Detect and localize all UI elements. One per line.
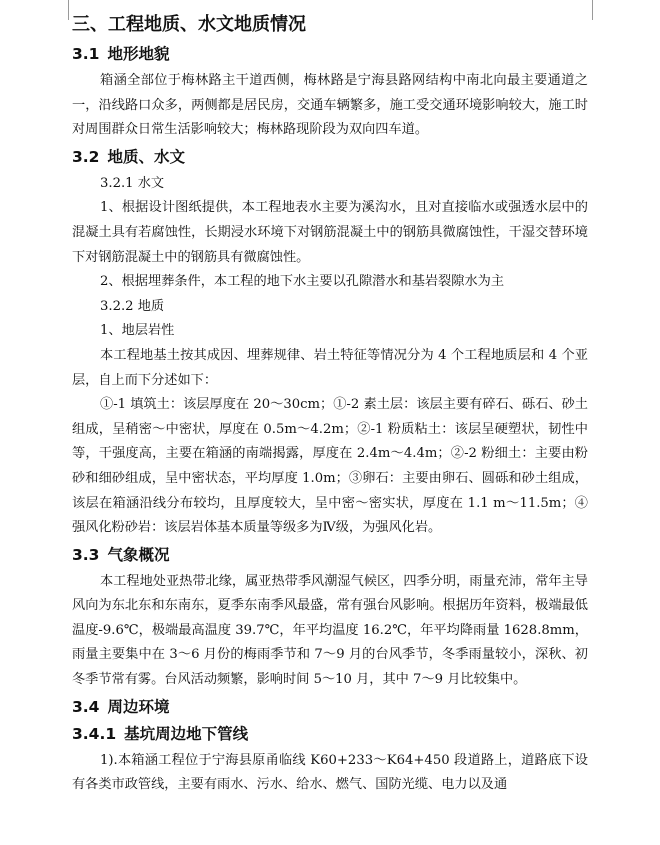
heading-3-4 — [72, 695, 588, 719]
margin-corner-mark-right — [592, 0, 593, 20]
heading-3-3-title: 气象概况 — [107, 545, 170, 564]
heading-3-1-title: 地形地貌 — [107, 45, 170, 63]
hydrology-item-1: 1、根据设计图纸提供，本工程地表水主要为溪沟水，且对直接临水或强透水层中的混凝土具有若腐蚀性，长期浸水环境下对钢筋混凝土中的钢筋具微腐蚀性，干湿交替环境下对钢筋混凝土中的钢筋具有微腐蚀性。 — [72, 200, 588, 265]
heading-3-1 — [72, 42, 588, 66]
document-page — [72, 12, 588, 798]
geology-layers-paragraph: ①-1 填筑土：该层厚度在 20～30cm；①-2 素土层：该层主要有碎石、砾石、砂土组成，呈稍密～中密状，厚度在 0.5m～4.2m；②-1 粉质粘土：该层呈硬塑状，韧性中等，干强度高，主要在箱涵的南端揭露，厚度在 2.4m～4.4m；②-2 粉细土：主要由粉砂和细砂组成，呈中密状态，平均厚度 1.0m；③卵石：主要由卵石、圆砾和砂土组成，该层在箱涵沿线分布较均，且厚度较大，呈中密～密实状，厚度在 1.1 m～11.5m；④强风化粉砂岩：该层岩体基本质量等级多为Ⅳ级，为强风化岩。 — [72, 397, 588, 536]
heading-3-4-number: 3.4 — [72, 697, 100, 716]
heading-3-3-number: 3.3 — [72, 545, 100, 564]
section-number: 三、 — [72, 14, 108, 35]
heading-3-2-number: 3.2 — [72, 147, 100, 166]
climate-paragraph: 本工程地处亚热带北缘，属亚热带季风潮湿气候区，四季分明，雨量充沛，常年主导风向为东北东和东南东，夏季东南季风最盛，常有强台风影响。根据历年资料，极端最低温度-9.6℃，极端最高温度 39.7℃，年平均温度 16.2℃，年平均降雨量 1628.8mm，雨量主要集中在 3～6 月份的梅雨季节和 7～9 月的台风季节，冬季雨量较小，深秋、初冬季节常有雾。台风活动频繁，影响时间 5～10 月，其中 7～9 月比较集中。 — [72, 573, 588, 688]
terrain-paragraph: 箱涵全部位于梅林路主干道西侧，梅林路是宁海县路网结构中南北向最主要通道之一，沿线路口众多，两侧都是居民房，交通车辆繁多，施工受交通环境影响较大，施工时对周围群众日常生活影响较大；梅林路现阶段为双向四车道。 — [72, 73, 588, 138]
section-heading — [72, 12, 588, 38]
pipelines-paragraph: 1).本箱涵工程位于宁海县原甬临线 K60+233～K64+450 段道路上，道路底下设有各类市政管线，主要有雨水、污水、给水、燃气、国防光缆、电力以及通 — [72, 752, 588, 793]
margin-corner-mark-left — [68, 0, 69, 20]
geology-intro-paragraph: 本工程地基土按其成因、埋葬规律、岩土特征等情况分为 4 个工程地质层和 4 个亚层，自上而下分述如下： — [72, 347, 588, 388]
heading-3-4-1-number: 3.4.1 — [72, 724, 117, 743]
heading-3-1-number: 3.1 — [72, 45, 100, 63]
heading-3-2-title: 地质、水文 — [107, 147, 185, 166]
hydrology-subheading: 3.2.1 水文 — [100, 175, 165, 191]
geology-item-title: 1、地层岩性 — [100, 323, 175, 339]
section-title: 工程地质、水文地质情况 — [108, 14, 306, 35]
heading-3-4-title: 周边环境 — [107, 697, 170, 716]
hydrology-item-2: 2、根据埋葬条件，本工程的地下水主要以孔隙潜水和基岩裂隙水为主 — [100, 274, 505, 290]
heading-3-4-1-title: 基坑周边地下管线 — [124, 724, 249, 743]
geology-subheading: 3.2.2 地质 — [100, 298, 165, 314]
heading-3-3 — [72, 543, 588, 567]
heading-3-2 — [72, 145, 588, 169]
heading-3-4-1 — [72, 722, 588, 746]
